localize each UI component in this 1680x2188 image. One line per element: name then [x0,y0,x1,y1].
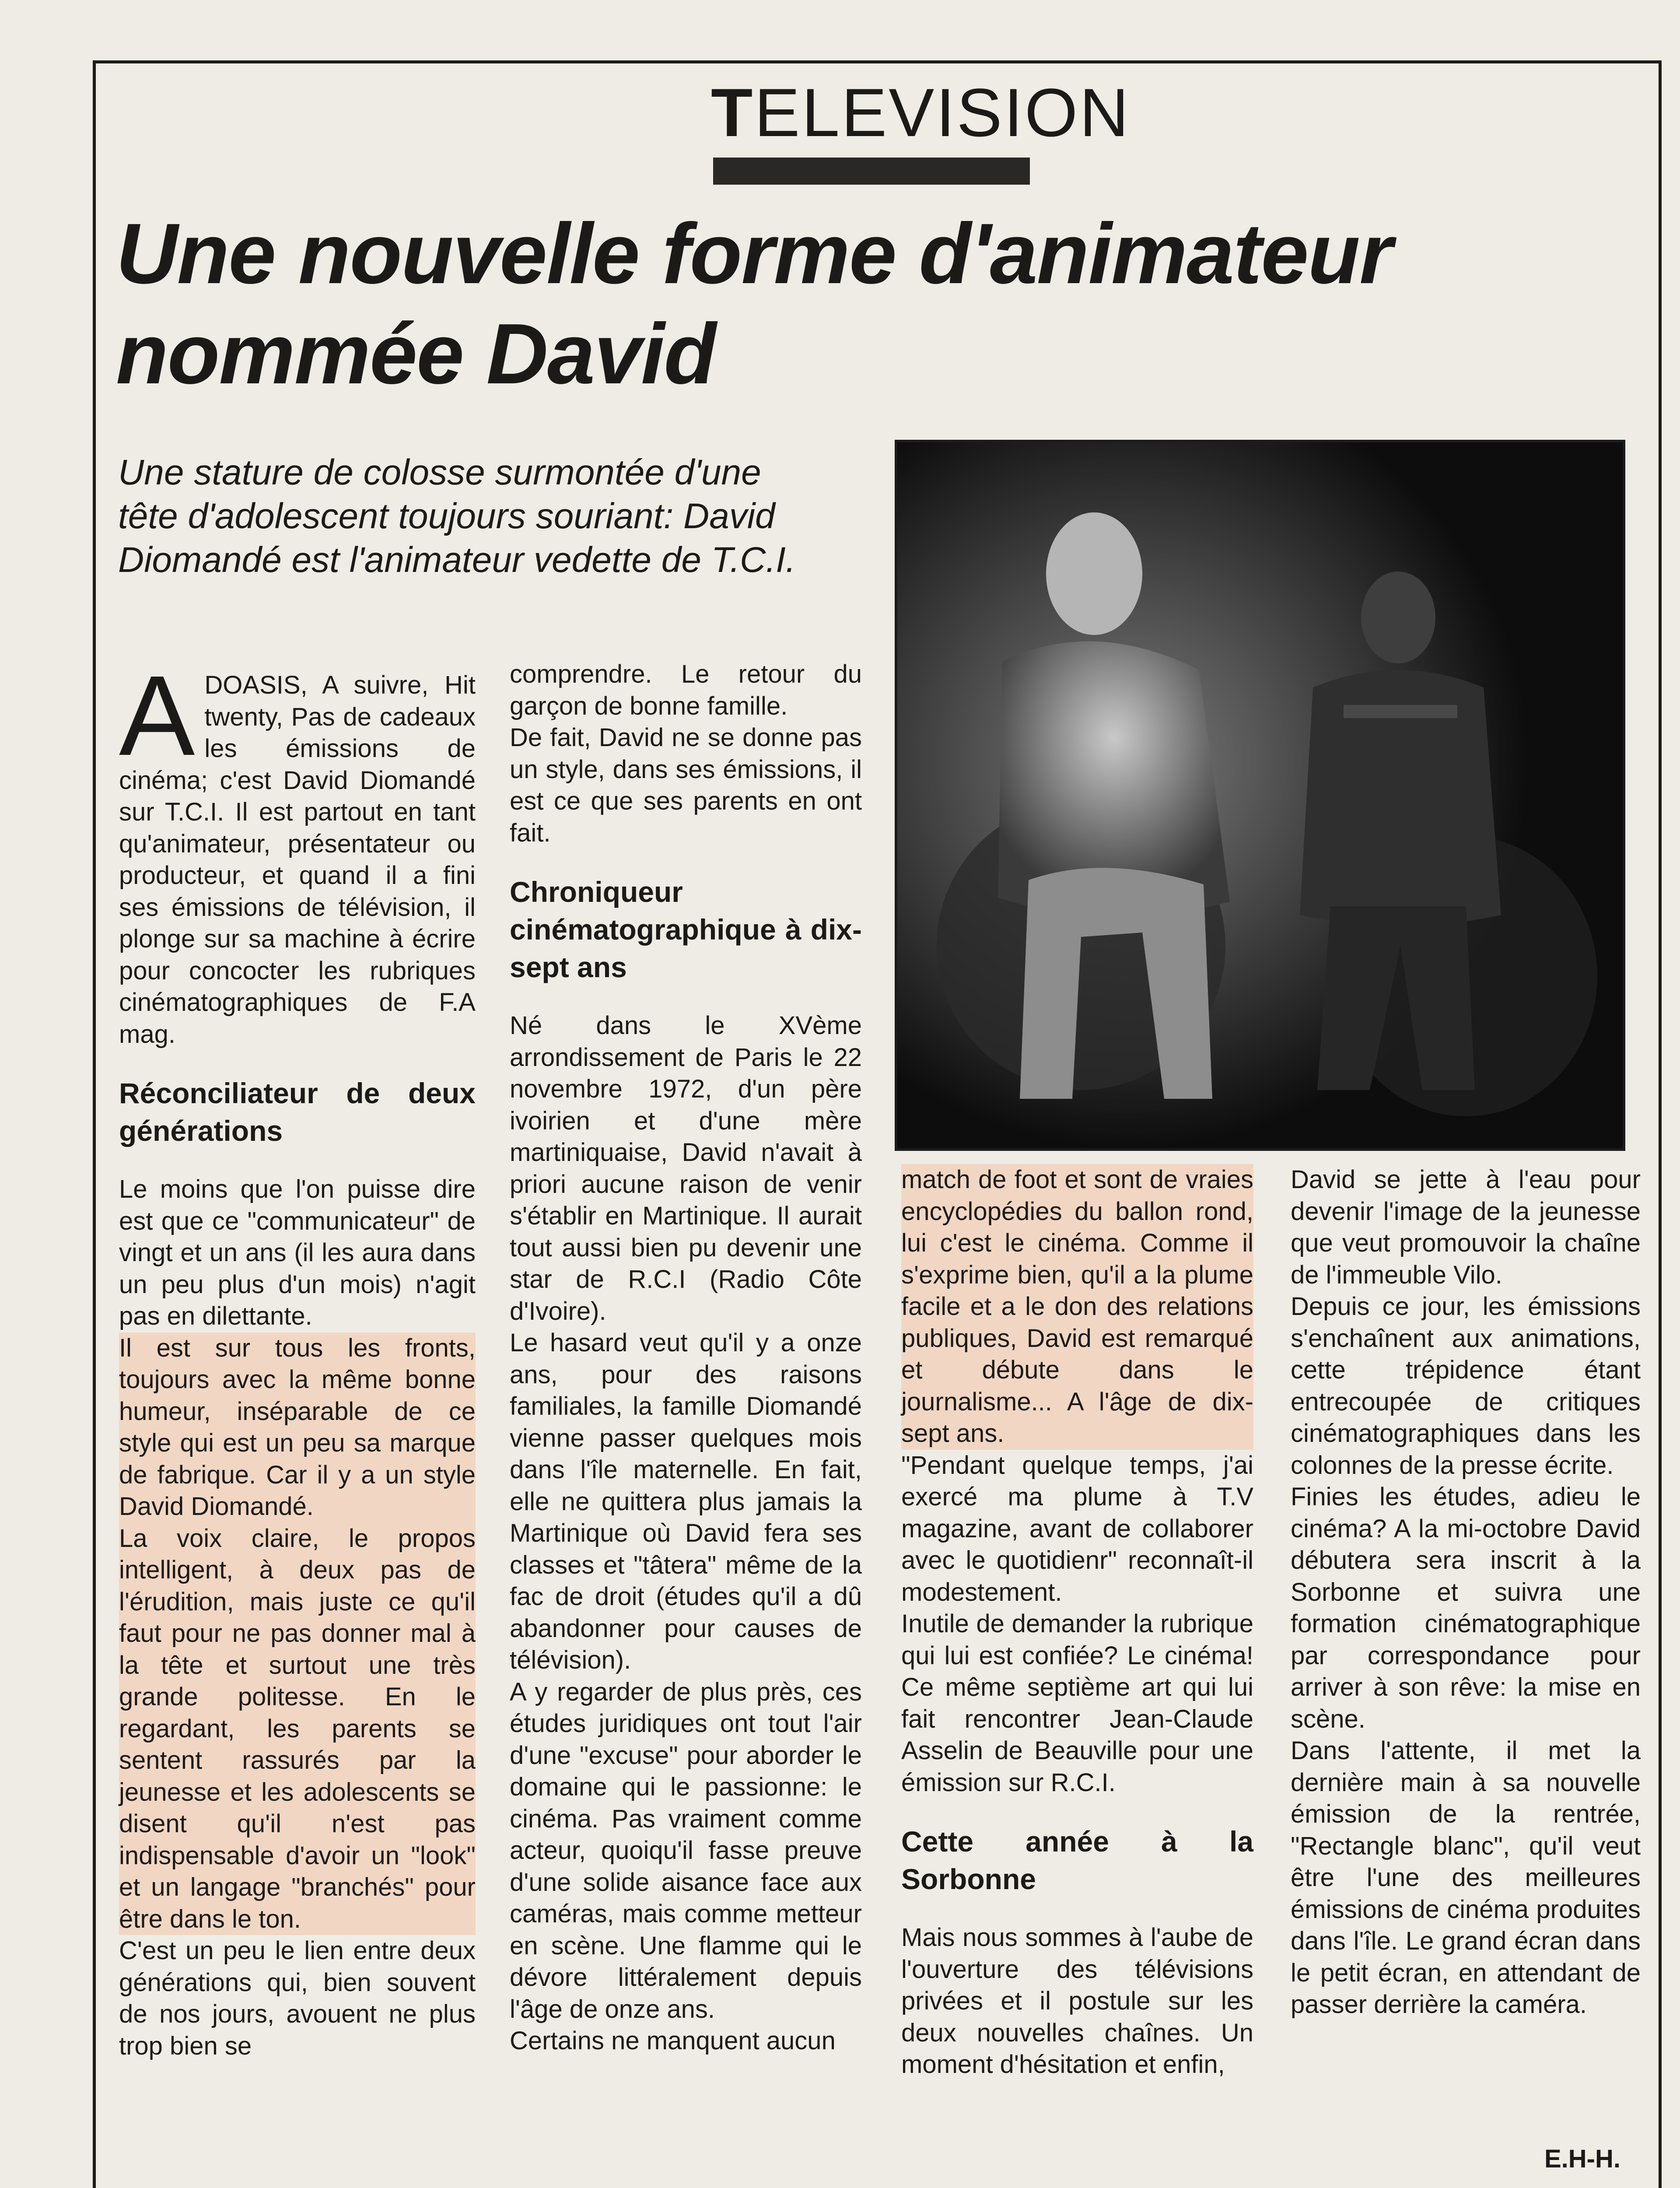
article-column-4 [1291,1164,1641,2021]
lede: Une stature de colosse surmontée d'une tête d'adolescent toujours souriant: David Diomandé est l'animateur vedette de T.C.I. [118,452,796,580]
author-signature: E.H-H. [1544,2145,1620,2173]
paragraph: Le hasard veut qu'il y a onze ans, pour des raisons familiales, la famille Diomandé vienne passer quelques mois dans l'île maternelle. En fait, elle ne quittera plus jamais la Martinique où David fera ses classes et "tâtera" même de la fac de droit (études qu'il a dû abandonner pour causes de télévision). [510,1329,862,1674]
paragraph: comprendre. Le retour du garçon de bonne famille. [510,660,862,720]
section-label-rest: ELEVISION [754,75,1130,151]
paragraph-highlighted: Il est sur tous les fronts, toujours avec la même bonne humeur, inséparable de ce style qui est un peu sa marque de fabrique. Car il y a un style David Diomandé. [119,1332,476,1523]
paragraph: Dans l'attente, il met la dernière main à sa nouvelle émission de la rentrée, "Rectangle blanc", qu'il veut être l'une des meilleures émissions de cinéma produites dans l'île. Le grand écran dans le petit écran, en attendant de passer derrière la caméra. [1291,1736,1641,2019]
paragraph: Depuis ce jour, les émissions s'enchaînent aux animations, cette trépidence étant entrecoupée de critiques cinématographiques dans les colonnes de la presse écrite. [1291,1292,1641,1480]
paragraph: De fait, David ne se donne pas un style, dans ses émissions, il est ce que ses parents en ont fait. [510,723,862,847]
paragraph: C'est un peu le lien entre deux générations qui, bien souvent de nos jours, avouent ne plus trop bien se [119,1936,476,2060]
article-column-3 [901,1164,1253,2081]
paragraph: David se jette à l'eau pour devenir l'image de la jeunesse que veut promouvoir la chaîne de l'immeuble Vilo. [1291,1165,1641,1289]
paragraph: Finies les études, adieu le cinéma? A la mi-octobre David débutera sera inscrit à la Sorbonne et suivra une formation cinématographique par correspondance pour arriver à son rêve: la mise en scène. [1291,1483,1641,1733]
paragraph-highlighted: La voix claire, le propos intelligent, à deux pas de l'érudition, mais juste ce qu'il faut pour ne pas donner mal à la tête et surtout une très grande politesse. En le regardant, les parents se sentent rassurés par la jeunesse et les adolescents se disent qu'il n'est pas indispensable d'avoir un "look" et un langage "branchés" pour être dans le ton. [119,1523,476,1936]
paragraph: Inutile de demander la rubrique qui lui est confiée? Le cinéma! Ce même septième art qui lui fait rencontrer Jean-Claude Asselin de Beauville pour une émission sur R.C.I. [901,1609,1253,1797]
section-label [711,75,1130,151]
subheading: Cette année à la Sorbonne [901,1825,1253,1895]
subheading: Chroniqueur cinématographique à dix-sept ans [510,876,862,983]
paragraph: Né dans le XVème arrondissement de Paris le 22 novembre 1972, d'un père ivoirien et d'une mère martiniquaise, David n'avait à priori aucune raison de venir s'établir en Martinique. Il aurait tout aussi bien pu devenir une star de R.C.I (Radio Côte d'Ivoire). [510,1011,862,1325]
drop-cap: A [119,652,195,779]
paragraph: "Pendant quelque temps, j'ai exercé ma plume à T.V magazine, avant de collaborer avec le quotidienr" reconnaît-il modestement. [901,1451,1253,1606]
section-bar [713,158,1030,185]
paragraph: Mais nous sommes à l'aube de l'ouverture des télévisions privées et il postule sur les deux nouvelles chaînes. Un moment d'hésitation et enfin, [901,1923,1253,2079]
paragraph: Le moins que l'on puisse dire est que ce "communicateur" de vingt et un ans (il les aura dans un peu plus d'un mois) n'agit pas en dilettante. [119,1175,476,1330]
paragraph: DOASIS, A suivre, Hit twenty, Pas de cadeaux les émissions de cinéma; c'est David Diomandé sur T.C.I. Il est partout en tant qu'animateur, présentateur ou producteur, et quand il a fini ses émissions de télévision, il plonge sur sa machine à écrire pour concocter les rubriques cinématographiques de F.A mag. [119,671,476,1048]
article-column-1 [119,652,476,2062]
photo [895,440,1625,1151]
paragraph: Certains ne manquent aucun [510,2027,836,2055]
article-column-2 [510,659,862,2057]
section-label-initial: T [711,75,755,151]
headline: Une nouvelle forme d'animateur nommée David [116,206,1392,402]
photo-illustration [897,442,1623,1148]
paragraph-highlighted: match de foot et sont de vraies encyclopédies du ballon rond, lui c'est le cinéma. Comme il s'exprime bien, qu'il a la plume facile et a le don des relations publiques, David est remarqué et débute dans le journalisme... A l'âge de dix-sept ans. [901,1164,1253,1450]
paragraph: A y regarder de plus près, ces études juridiques ont tout l'air d'une "excuse" pour aborder le domaine qui le passionne: le cinéma. Pas vraiment comme acteur, quoiqu'il fasse preuve d'une solide aisance face aux caméras, mais comme metteur en scène. Une flamme qui le dévore littéralement depuis l'âge de onze ans. [510,1677,862,2023]
subheading: Réconciliateur de deux générations [119,1077,476,1147]
